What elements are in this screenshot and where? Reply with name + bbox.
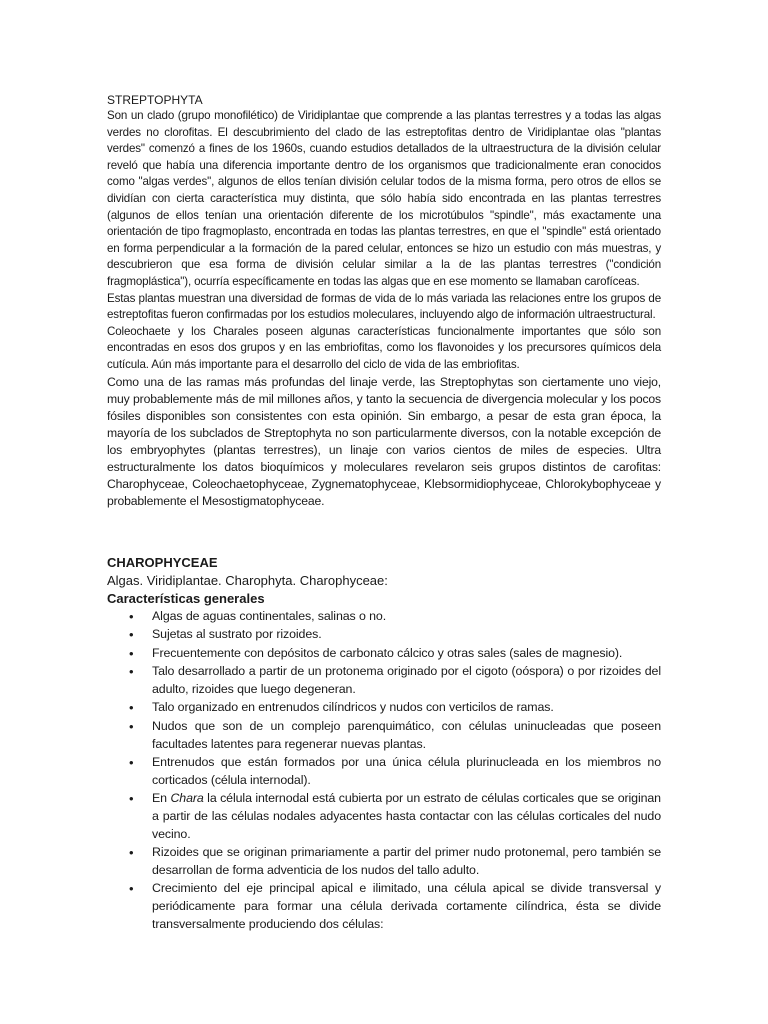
- list-item-text: Algas de aguas continentales, salinas o no.: [152, 608, 387, 623]
- intro-paragraph-1: Son un clado (grupo monofilético) de Viridiplantae que comprende a las plantas terrestres y a todas las algas verdes no clorofitas. El descubrimiento del clado de las estreptofitas dentro de Viridiplantae olas "plantas verdes" comenzó a fines de los 1960s, cuando estudios detallados de la ultraestructura de la división celular reveló que había una diferencia importante dentro de los organismos que tradicionalmente eran conocidos como "algas verdes", algunos de ellos tenían división celular todos de la misma forma, pero otros de ellos se dividían con cierta característica muy distinta, que sólo había sido encontrada en las plantas terrestres (algunos de ellos tenían una orientación diferente de los microtúbulos "spindle", más exactamente una orientación de tipo fragmoplasto, encontrada en todas las plantas terrestres, en que el "spindle" está orientado en forma perpendicular a la formación de la pared celular, entonces se hizo un estudio con más muestras, y descubrieron que esa forma de división celular similar a la de las plantas terrestres ("condición fragmoplástica"), ocurría específicamente en todas las algas que en ese momento se llamaban carofíceas.: [107, 109, 661, 288]
- intro-paragraph-3: Coleochaete y los Charales poseen algunas características funcionalmente importantes que sólo son encontradas en esos dos grupos y en las embriofitas, como los flavonoides y los precursores químicos dela cutícula. Aún más importante para el desarrollo del ciclo de vida de las embriofitas.: [107, 324, 661, 371]
- list-item-text: Rizoides que se originan primariamente a partir del primer nudo protonemal, pero también se desarrollan de forma adventicia de los nudos del tallo adulto.: [152, 845, 661, 877]
- bullet-icon: •: [129, 881, 134, 897]
- intro-paragraph-2: Estas plantas muestran una diversidad de formas de vida de lo más variada las relaciones entre los grupos de estreptofitas fueron confirmadas por los estudios moleculares, incluyendo algo de información ultraestructural.: [107, 291, 661, 322]
- charophyceae-title: CHAROPHYCEAE: [107, 554, 218, 570]
- general-characteristics-heading: Características generales: [107, 590, 265, 606]
- list-item: [107, 880, 661, 933]
- list-item: [107, 626, 661, 644]
- list-item-text: Sujetas al sustrato por rizoides.: [152, 627, 322, 642]
- list-item: [107, 790, 661, 843]
- bullet-icon: •: [129, 645, 134, 661]
- list-item-text: Frecuentemente con depósitos de carbonato cálcico y otras sales (sales de magnesio).: [152, 645, 623, 660]
- list-item-text: Nudos que son de un complejo parenquimático, con células uninucleadas que poseen facultades latentes para regenerar nuevas plantas.: [152, 719, 661, 751]
- bullet-icon: •: [129, 755, 134, 771]
- list-item: [107, 844, 661, 879]
- section-gap: [107, 510, 661, 554]
- bullet-icon: •: [129, 700, 134, 716]
- list-item: [107, 754, 661, 789]
- list-item-text: Entrenudos que están formados por una única célula plurinucleada en los miembros no corticados (célula internodal).: [152, 755, 661, 787]
- bullet-icon: •: [129, 845, 134, 861]
- bullet-icon: •: [129, 791, 134, 807]
- bullet-icon: •: [129, 627, 134, 643]
- list-item-text: Crecimiento del eje principal apical e ilimitado, una célula apical se divide transversal y periódicamente para formar una célula derivada cortamente cilíndrica, ésta se divide transversalmente produciendo dos células:: [152, 881, 661, 931]
- list-item-prefix: En: [152, 791, 171, 806]
- streptophyta-title: STREPTOPHYTA: [107, 93, 203, 107]
- list-item: [107, 663, 661, 698]
- bullet-icon: •: [129, 608, 134, 624]
- bullet-icon: •: [129, 664, 134, 680]
- document-page: [107, 92, 661, 934]
- genus-name-chara: Chara: [170, 791, 204, 806]
- characteristics-list: [107, 608, 661, 934]
- intro-paragraph-4: Como una de las ramas más profundas del linaje verde, las Streptophytas son ciertamente uno viejo, muy probablemente más de mil millones años, y tanto la secuencia de divergencia molecular y los pocos fósiles disponibles son consistentes con esta opinión. Sin embargo, a pesar de esta gran época, la mayoría de los subclados de Streptophyta no son particularmente diversos, con la notable excepción de los embryophytes (plantas terrestres), un linaje con varios cientos de miles de especies. Ultra estructuralmente los datos bioquímicos y moleculares revelaron seis grupos distintos de carofitas: Charophyceae, Coleochaetophyceae, Zygnematophyceae, Klebsormidiophyceae, Chlorokybophyceae y probablemente el Mesostigmatophyceae.: [107, 374, 661, 508]
- taxonomy-line: Algas. Viridiplantae. Charophyta. Charophyceae:: [107, 572, 388, 588]
- list-item: [107, 699, 661, 717]
- list-item-text: Talo organizado en entrenudos cilíndricos y nudos con verticilos de ramas.: [152, 700, 554, 715]
- list-item: [107, 718, 661, 753]
- list-item: [107, 608, 661, 626]
- list-item-text: Talo desarrollado a partir de un protonema originado por el cigoto (oóspora) o por rizoides del adulto, rizoides que luego degeneran.: [152, 664, 661, 696]
- list-item-text: la célula internodal está cubierta por un estrato de células corticales que se originan a partir de las células nodales adyacentes hasta contactar con las células corticales del nudo vecino.: [152, 791, 661, 841]
- list-item: [107, 645, 661, 663]
- bullet-icon: •: [129, 719, 134, 735]
